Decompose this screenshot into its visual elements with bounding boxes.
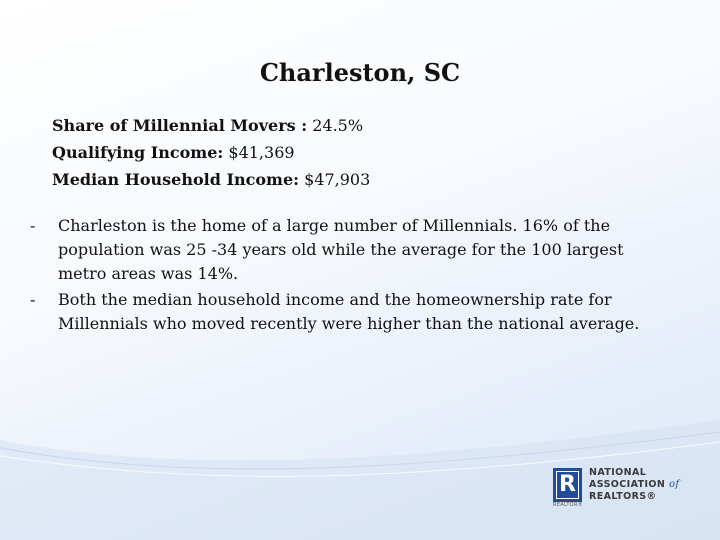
logo-association: ASSOCIATION <box>589 479 666 490</box>
slide-title: Charleston, SC <box>259 58 461 87</box>
stat-qualifying-income <box>52 139 370 166</box>
stat-millennial-movers <box>52 112 370 139</box>
logo-line-3: REALTORS® <box>589 491 657 502</box>
stat-value: $47,903 <box>299 170 371 189</box>
bullet-list <box>30 214 650 338</box>
stat-value: 24.5% <box>307 116 364 135</box>
stat-label: Median Household Income: <box>52 170 300 189</box>
stat-value: $41,369 <box>223 143 295 162</box>
list-item <box>30 288 650 336</box>
stat-label: Qualifying Income: <box>52 143 224 162</box>
bullet-text: Charleston is the home of a large number of Millennials. 16% of the population was 25 -34 years old while the average for the 100 largest metro areas was 14%. <box>58 216 624 283</box>
list-item <box>30 214 650 286</box>
stat-label: Share of Millennial Movers : <box>52 116 308 135</box>
realtor-r-icon <box>553 468 582 502</box>
stats-block <box>52 112 370 193</box>
logo-of: of <box>668 479 680 490</box>
nar-logo <box>553 466 693 508</box>
logo-line-2 <box>589 479 680 491</box>
logo-wordmark <box>589 467 680 503</box>
bullet-text: Both the median household income and the homeownership rate for Millennials who moved recently were higher than the national average. <box>58 290 640 333</box>
dash-bullet: - <box>30 216 36 235</box>
dash-bullet: - <box>30 290 36 309</box>
logo-line-1: NATIONAL <box>589 467 647 478</box>
logo-letter: R <box>559 472 576 497</box>
logo-caption: REALTOR® <box>553 502 584 508</box>
stat-median-household-income <box>52 166 370 193</box>
